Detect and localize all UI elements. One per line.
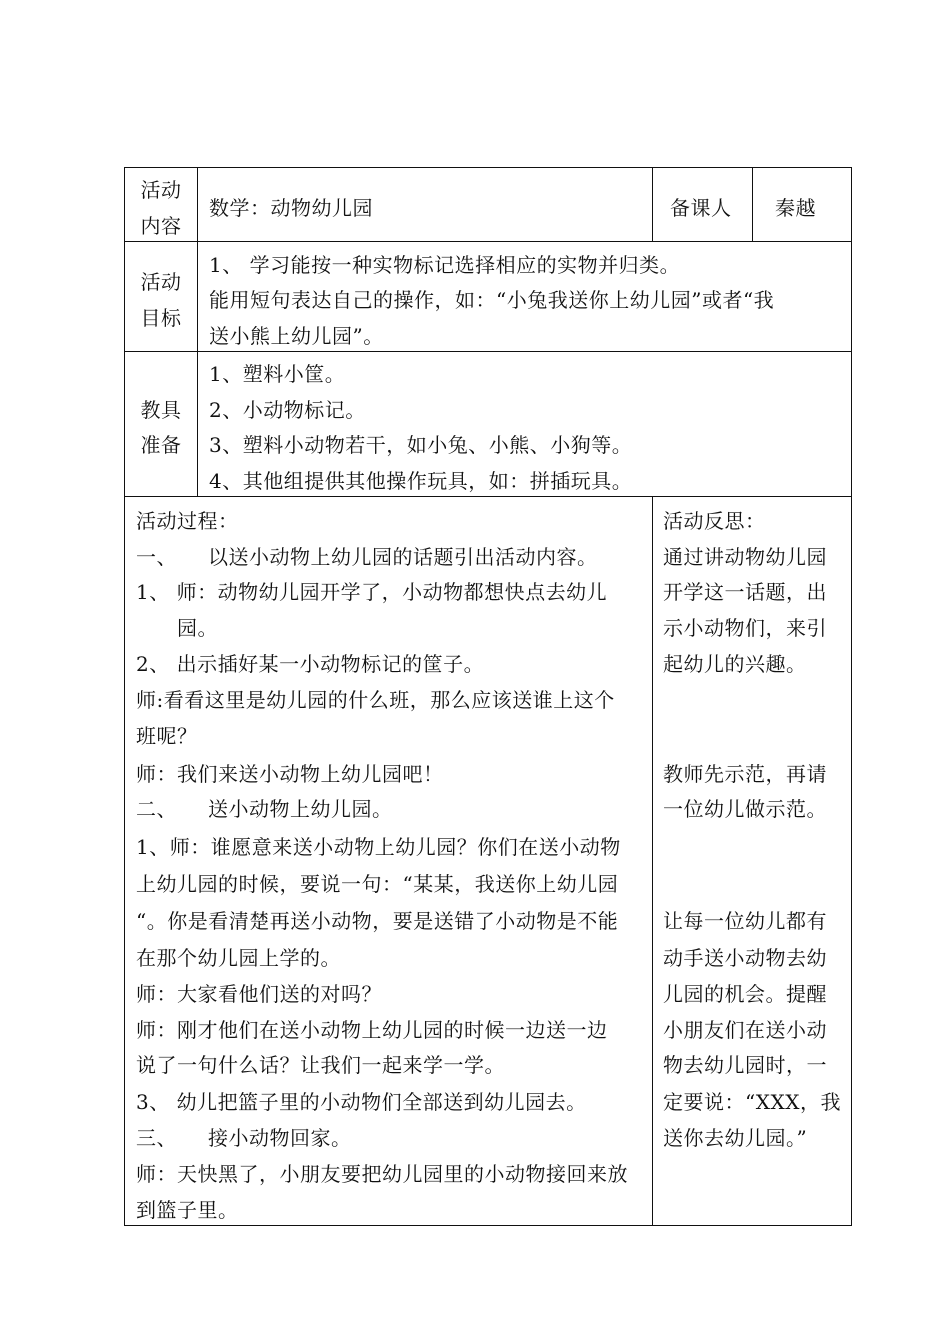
goal-line: 能用短句表达自己的操作，如：“小兔我送你上幼儿园”或者“我	[209, 288, 775, 312]
row-divider	[124, 496, 852, 497]
preparer-name-divider	[752, 167, 753, 241]
reflection-line: 物去幼儿园时，一	[663, 1053, 827, 1077]
material-line: 1、塑料小筐。	[209, 362, 346, 386]
row-divider	[124, 351, 852, 352]
row3-label-line1: 教具	[140, 398, 182, 422]
reflection-line: 让每一位幼儿都有	[663, 909, 827, 933]
material-line: 4、其他组提供其他操作玩具，如：拼插玩具。	[209, 469, 633, 493]
process-line: 说了一句什么话？让我们一起来学一学。	[136, 1053, 505, 1077]
process-line: 到篮子里。	[136, 1198, 239, 1222]
goal-line: 1、 学习能按一种实物标记选择相应的实物并归类。	[209, 253, 681, 277]
row1-label-line1: 活动	[140, 178, 182, 202]
reflection-line: 送你去幼儿园。”	[663, 1126, 808, 1150]
reflection-line: 动手送小动物去幼	[663, 946, 827, 970]
process-line: 师：大家看他们送的对吗？	[136, 982, 382, 1006]
process-line: 班呢？	[136, 724, 198, 748]
preparer-label: 备课人	[670, 196, 732, 220]
row1-label-line2: 内容	[140, 214, 182, 238]
process-line: 二、 送小动物上幼儿园。	[136, 797, 393, 821]
reflection-title: 活动反思：	[663, 509, 766, 533]
process-line: 活动过程：	[136, 509, 239, 533]
process-line: “。你是看清楚再送小动物，要是送错了小动物是不能	[136, 909, 619, 933]
process-line: 师：刚才他们在送小动物上幼儿园的时候一边送一边	[136, 1018, 608, 1042]
process-line: 3、 幼儿把篮子里的小动物们全部送到幼儿园去。	[136, 1090, 587, 1114]
reflection-line: 通过讲动物幼儿园	[663, 545, 827, 569]
process-line: 一、 以送小动物上幼儿园的话题引出活动内容。	[136, 545, 598, 569]
goal-line: 送小熊上幼儿园”。	[209, 324, 384, 348]
reflection-line: 一位幼儿做示范。	[663, 797, 827, 821]
process-line: 三、 接小动物回家。	[136, 1126, 352, 1150]
material-line: 3、塑料小动物若干，如小兔、小熊、小狗等。	[209, 433, 633, 457]
activity-content-value: 数学：动物幼儿园	[209, 196, 373, 220]
reflection-line: 教师先示范，再请	[663, 762, 827, 786]
reflection-column-divider	[652, 496, 653, 1226]
process-line: 师：我们来送小动物上幼儿园吧！	[136, 762, 444, 786]
process-line: 师：天快黑了，小朋友要把幼儿园里的小动物接回来放	[136, 1162, 628, 1186]
material-line: 2、小动物标记。	[209, 398, 366, 422]
process-line: 1、 师：动物幼儿园开学了，小动物都想快点去幼儿	[136, 580, 608, 604]
reflection-line: 儿园的机会。提醒	[663, 982, 827, 1006]
reflection-line: 起幼儿的兴趣。	[663, 652, 807, 676]
row2-label-line1: 活动	[140, 270, 182, 294]
process-line: 上幼儿园的时候，要说一句：“某某，我送你上幼儿园	[136, 872, 619, 896]
process-line: 2、 出示插好某一小动物标记的筐子。	[136, 652, 485, 676]
row2-label-line2: 目标	[140, 306, 182, 330]
preparer-label-divider	[652, 167, 653, 241]
label-column-divider	[197, 167, 198, 496]
process-line: 在那个幼儿园上学的。	[136, 946, 341, 970]
process-line: 1、师：谁愿意来送小动物上幼儿园？你们在送小动物	[136, 835, 621, 859]
process-line: 师:看看这里是幼儿园的什么班，那么应该送谁上这个	[136, 688, 615, 712]
reflection-line: 示小动物们，来引	[663, 616, 827, 640]
process-line: 园。	[136, 616, 218, 640]
reflection-line: 定要说：“XXX，我	[663, 1090, 841, 1114]
reflection-line: 开学这一话题，出	[663, 580, 827, 604]
preparer-name: 秦越	[775, 196, 816, 220]
row3-label-line2: 准备	[140, 433, 182, 457]
reflection-line: 小朋友们在送小动	[663, 1018, 827, 1042]
row-divider	[124, 241, 852, 242]
